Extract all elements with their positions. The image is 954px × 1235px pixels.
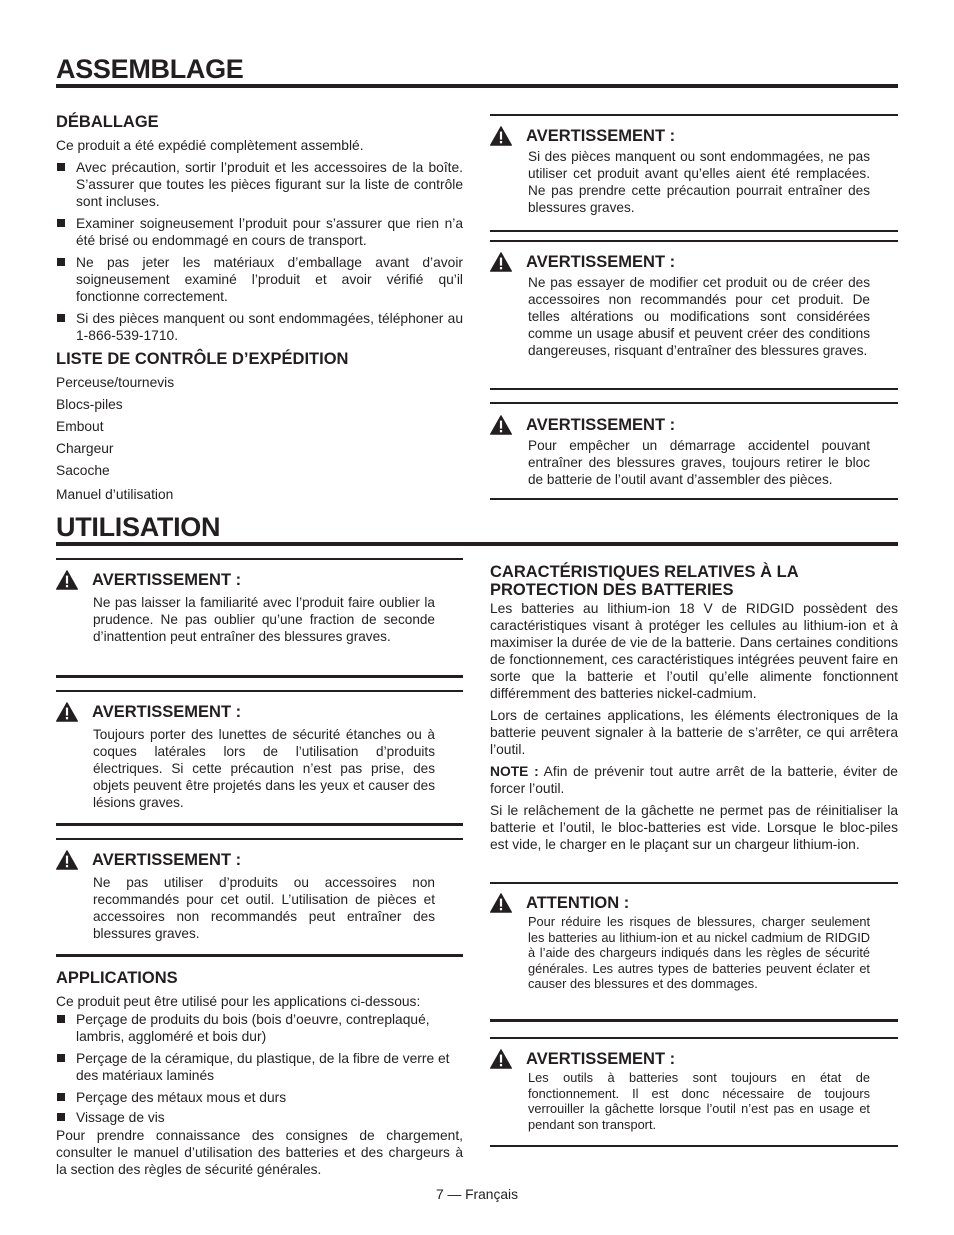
note-label: NOTE : (490, 764, 539, 779)
warning-rule (56, 675, 463, 678)
warning-rule (490, 240, 898, 242)
deballage-heading: DÉBALLAGE (56, 113, 159, 131)
warning-header (490, 126, 898, 146)
warning-rule (490, 882, 898, 884)
list-item: Examiner soigneusement l’produit pour s’assurer que rien n’a été brisé ou endommagé en cours de transport. (56, 215, 463, 249)
deballage-list (56, 159, 463, 344)
warning-box (490, 126, 898, 216)
warning-title: AVERTISSEMENT : (92, 702, 242, 721)
liste-heading: LISTE DE CONTRÔLE D’EXPÉDITION (56, 350, 349, 368)
warning-rule (490, 1019, 898, 1022)
list-item: Si des pièces manquent ou sont endommagées, téléphoner au 1-866-539-1710. (56, 310, 463, 344)
warning-title: AVERTISSEMENT : (526, 1049, 676, 1068)
warning-icon (56, 570, 78, 590)
checklist (56, 374, 356, 503)
warning-title: AVERTISSEMENT : (526, 252, 676, 271)
warning-icon (490, 252, 512, 272)
caracteristiques-section (490, 563, 898, 853)
warning-rule (56, 558, 463, 560)
caracteristiques-p1: Les batteries au lithium-ion 18 V de RIDGID possèdent des caractéristiques visant à protéger les cellules au lithium-ion et à maximiser la durée de vie de la batterie. Dans certaines conditions de fonctionnement, ces caractéristiques intégrées peuvent faire en sorte que la batterie et l’outil qu’elle alimente fonctionnent différemment des batteries nickel-cadmium. (490, 601, 898, 701)
warning-box (56, 702, 463, 811)
warning-icon (56, 702, 78, 722)
applications-heading: APPLICATIONS (56, 969, 178, 987)
warning-icon (490, 415, 512, 435)
warning-header (490, 1049, 898, 1069)
warning-box (490, 415, 898, 488)
checklist-item: Blocs-piles (56, 397, 123, 412)
warning-box (490, 252, 898, 359)
list-item: Ne pas jeter les matériaux d’emballage avant d’avoir soigneusement examiné l’produit et avoir vérifié qu’il fonctionne correctement. (56, 254, 463, 305)
applications-outro: Pour prendre connaissance des consignes de chargement, consulter le manuel d’utilisation des batteries et des chargeurs à la section des règles de sécurité générales. (56, 1128, 463, 1178)
warning-title: AVERTISSEMENT : (92, 850, 242, 869)
caracteristiques-note (490, 763, 898, 797)
warning-header (56, 850, 463, 870)
warning-rule (490, 388, 898, 390)
warning-text: Les outils à batteries sont toujours en état de fonctionnement. Il est donc nécessaire de toujours verrouiller la gâchette lorsque l’outil n’est pas en usage et pendant son transport. (528, 1070, 870, 1132)
list-item: Perçage de produits du bois (bois d’oeuvre, contreplaqué, lambris, aggloméré et bois dur) (56, 1011, 463, 1045)
warning-icon (490, 893, 512, 913)
warning-text: Si des pièces manquent ou sont endommagées, ne pas utiliser cet produit avant qu’elles aient été remplacées. Ne pas prendre cette précaution pourrait entraîner des blessures graves. (528, 149, 870, 215)
warning-title: AVERTISSEMENT : (526, 126, 676, 145)
list-item: Vissage de vis (56, 1109, 463, 1126)
warning-header (56, 702, 463, 722)
warning-header (490, 252, 898, 272)
checklist-item: Chargeur (56, 441, 114, 456)
warning-rule (490, 1037, 898, 1039)
warning-rule (56, 823, 463, 826)
warning-rule (490, 402, 898, 404)
page-footer: 7 — Français (435, 1187, 519, 1202)
checklist-item: Manuel d’utilisation (56, 487, 174, 502)
section-rule (56, 84, 898, 88)
warning-title: AVERTISSEMENT : (92, 570, 242, 589)
section-title-assemblage: ASSEMBLAGE (56, 54, 244, 84)
warning-rule (56, 838, 463, 840)
warning-icon (56, 850, 78, 870)
warning-text: Toujours porter des lunettes de sécurité étanches ou à coques latérales lors de l’utilisation d’produits électriques. Si cette précaution n’est pas prise, des objets peuvent être projetés dans les yeux et causer des lésions graves. (93, 727, 435, 810)
checklist-item: Perceuse/tournevis (56, 375, 175, 390)
list-item: Avec précaution, sortir l’produit et les accessoires de la boîte. S’assurer que toutes les pièces figurant sur la liste de contrôle sont incluses. (56, 159, 463, 210)
note-text: Afin de prévenir tout autre arrêt de la batterie, éviter de forcer l’outil. (490, 764, 898, 796)
warning-box (56, 850, 463, 942)
warning-header (490, 893, 898, 913)
list-item: Perçage de la céramique, du plastique, de la fibre de verre et des matériaux laminés (56, 1050, 463, 1084)
applications-intro: Ce produit peut être utilisé pour les applications ci-dessous: (56, 994, 421, 1010)
warning-icon (490, 126, 512, 146)
deballage-intro: Ce produit a été expédié complètement assemblé. (56, 138, 364, 154)
list-item: Perçage des métaux mous et durs (56, 1089, 463, 1106)
warning-text: Ne pas utiliser d’produits ou accessoires non recommandés pour cet outil. L’utilisation de pièces et accessoires non recommandés peut entraîner des blessures graves. (93, 875, 435, 941)
warning-text: Pour empêcher un démarrage accidentel pouvant entraîner des blessures graves, toujours retirer le bloc de batterie de l’outil avant d’assembler des pièces. (528, 438, 870, 487)
warning-rule (56, 690, 463, 692)
attention-title: ATTENTION : (526, 893, 630, 912)
caracteristiques-heading: CARACTÉRISTIQUES RELATIVES À LA PROTECTION DES BATTERIES (490, 563, 799, 599)
attention-box (490, 893, 898, 992)
warning-rule (490, 498, 898, 500)
deballage-section (56, 113, 463, 349)
warning-header (56, 570, 463, 590)
applications-list (56, 1011, 463, 1126)
warning-title: AVERTISSEMENT : (526, 415, 676, 434)
warning-box (490, 1049, 898, 1132)
warning-box (56, 570, 463, 645)
applications-section (56, 969, 463, 1178)
checklist-item: Sacoche (56, 463, 110, 478)
warning-rule (490, 230, 898, 232)
section-title-utilisation: UTILISATION (56, 512, 221, 542)
caracteristiques-p3: Si le relâchement de la gâchette ne permet pas de réinitialiser la batterie et l’outil, le bloc-batteries est vide. Lorsque le bloc-piles est vide, le charger en le plaçant sur un chargeur lithium-ion. (490, 803, 898, 852)
section-rule (56, 542, 898, 546)
warning-text: Ne pas essayer de modifier cet produit ou de créer des accessoires non recommandés pour cet produit. De telles altérations ou modifications sont considérées comme un usage abusif et peuvent créer des conditions dangereuses, risquant d’entraîner des blessures graves. (528, 275, 870, 358)
caracteristiques-p2: Lors de certaines applications, les éléments électroniques de la batterie peuvent signaler à la batterie de s’arrêter, ce qui arrêtera l’outil. (490, 708, 898, 757)
warning-header (490, 415, 898, 435)
warning-rule (56, 954, 463, 957)
warning-icon (490, 1049, 512, 1069)
warning-text: Ne pas laisser la familiarité avec l’produit faire oublier la prudence. Ne pas oublier qu’une fraction de seconde d’inattention peut entraîner des blessures graves. (93, 595, 435, 644)
attention-text: Pour réduire les risques de blessures, charger seulement les batteries au lithium-ion et au nickel cadmium de RIDGID à l’aide des chargeurs indiqués dans les règles de sécurité générales. Les autres types de batteries peuvent éclater et causer des blessures et des dommages. (528, 914, 870, 991)
warning-rule (490, 114, 898, 116)
checklist-item: Embout (56, 419, 104, 434)
warning-rule (490, 1145, 898, 1147)
